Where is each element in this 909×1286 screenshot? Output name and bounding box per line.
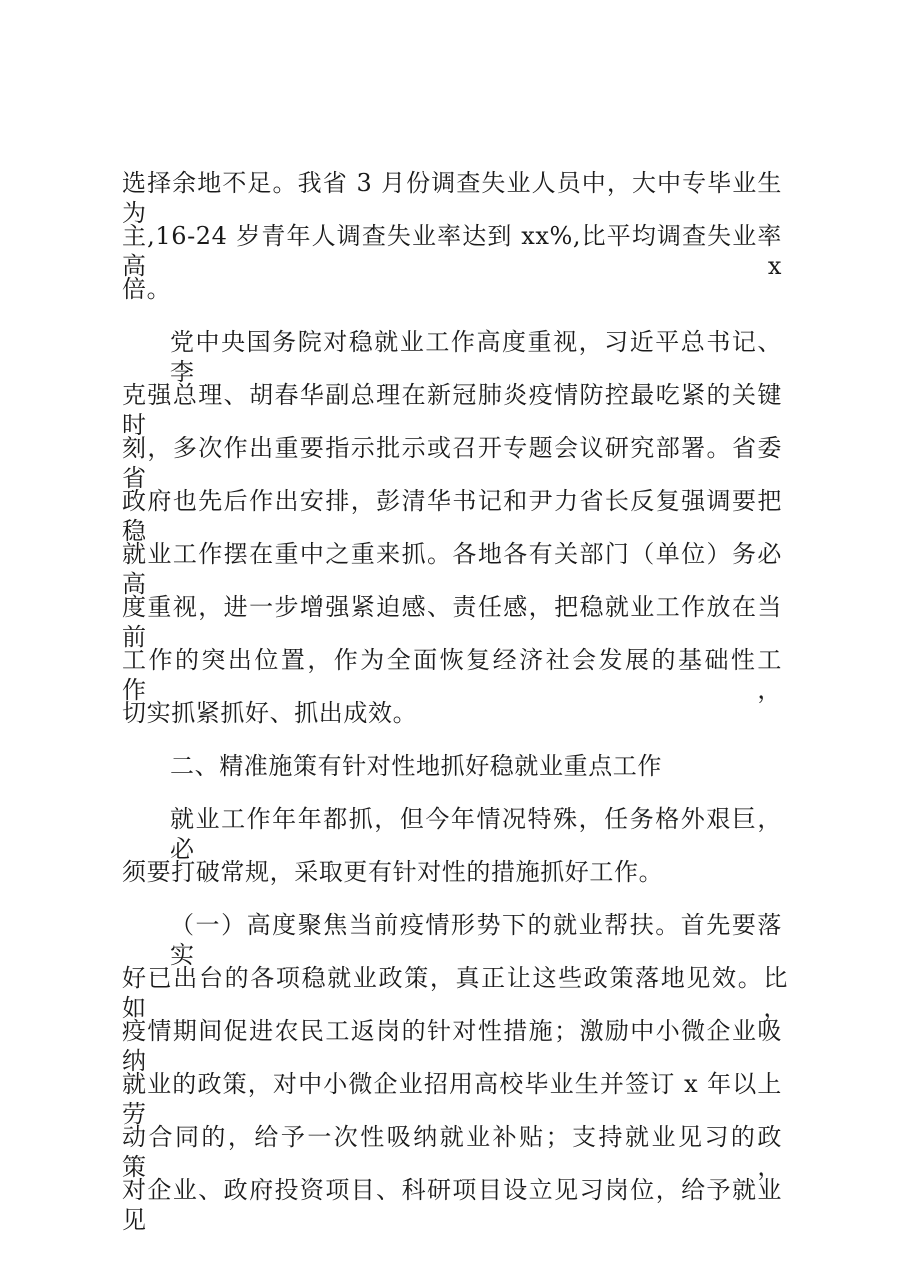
paragraph-3-line-2: 须要打破常规，采取更有针对性的措施抓好工作。: [122, 858, 664, 886]
paragraph-4-line-1: （一）高度聚焦当前疫情形势下的就业帮扶。首先要落实: [170, 911, 782, 969]
section-heading-2: 二、精准施策有针对性地抓好稳就业重点工作: [170, 752, 662, 780]
paragraph-1-line-3: 倍。: [122, 275, 172, 303]
paragraph-1-line-2: 主,16-24 岁青年人调查失业率达到 xx%,比平均调查失业率高 x: [122, 222, 782, 280]
paragraph-4-line-4: 就业的政策，对中小微企业招用高校毕业生并签订 x 年以上劳: [122, 1070, 782, 1128]
paragraph-4-line-5: 动合同的，给予一次性吸纳就业补贴；支持就业见习的政策，: [122, 1123, 782, 1181]
paragraph-2-line-6: 度重视，进一步增强紧迫感、责任感，把稳就业工作放在当前: [122, 593, 782, 651]
paragraph-4-line-3: 疫情期间促进农民工返岗的针对性措施；激励中小微企业吸纳: [122, 1017, 782, 1075]
paragraph-2-line-1: 党中央国务院对稳就业工作高度重视，习近平总书记、李: [170, 328, 782, 386]
paragraph-4-line-2: 好已出台的各项稳就业政策，真正让这些政策落地见效。比如，: [122, 964, 788, 1022]
paragraph-3-line-1: 就业工作年年都抓，但今年情况特殊，任务格外艰巨，必: [170, 805, 782, 863]
paragraph-2-line-2: 克强总理、胡春华副总理在新冠肺炎疫情防控最吃紧的关键时: [122, 381, 782, 439]
paragraph-2-line-7: 工作的突出位置，作为全面恢复经济社会发展的基础性工作，: [122, 646, 782, 704]
paragraph-4-line-6: 对企业、政府投资项目、科研项目设立见习岗位，给予就业见: [122, 1176, 782, 1234]
paragraph-2-line-3: 刻，多次作出重要指示批示或召开专题会议研究部署。省委省: [122, 434, 782, 492]
paragraph-1-line-1: 选择余地不足。我省 3 月份调查失业人员中，大中专毕业生为: [122, 169, 782, 227]
paragraph-2-line-5: 就业工作摆在重中之重来抓。各地各有关部门（单位）务必高: [122, 540, 782, 598]
paragraph-2-line-8: 切实抓紧抓好、抓出成效。: [122, 699, 418, 727]
paragraph-2-line-4: 政府也先后作出安排，彭清华书记和尹力省长反复强调要把稳: [122, 487, 782, 545]
